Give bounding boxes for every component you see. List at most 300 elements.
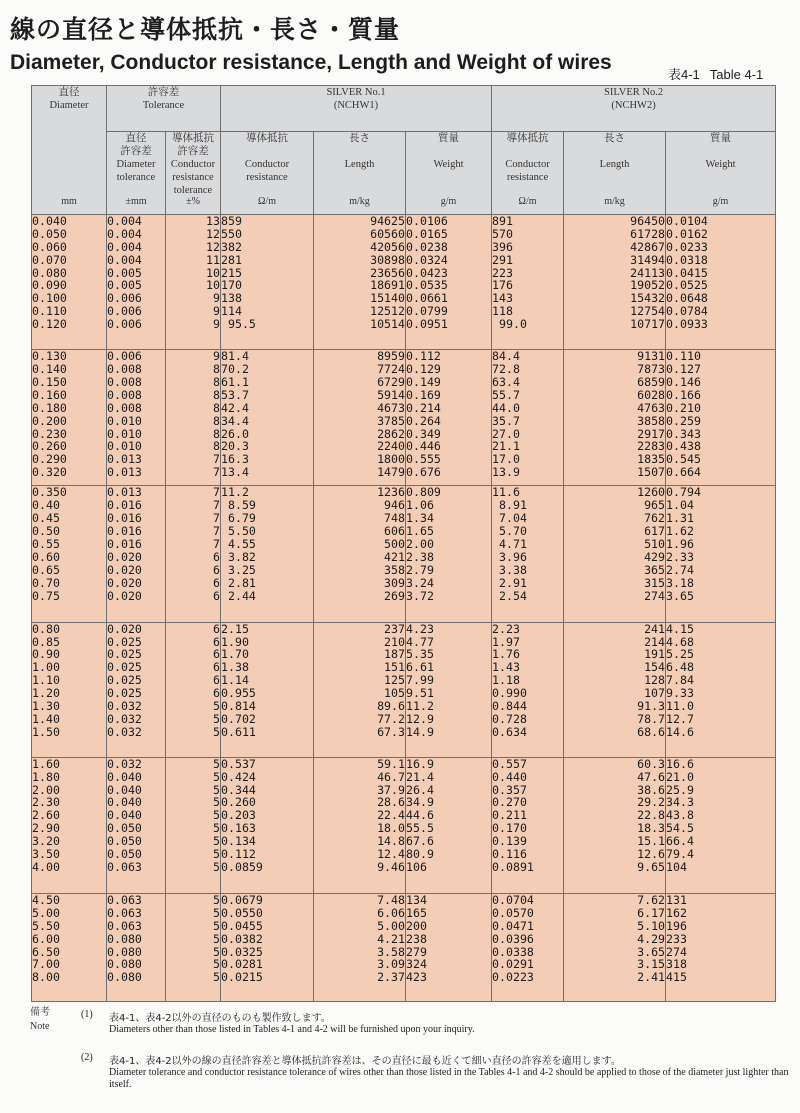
cell-value: 859 (221, 214, 242, 228)
cell-value: 10514 (370, 317, 405, 332)
cell-value: 12512 (370, 304, 405, 319)
cell-value: 0.050 (107, 847, 142, 862)
cell-value: 9131 (637, 349, 666, 364)
header-s2-wt-en: Weight (705, 159, 736, 170)
cell-value: 16.3 (221, 452, 249, 467)
header-cond-tol-en2: resistance (172, 172, 214, 183)
cell-value: 187 (384, 647, 405, 662)
cell-value: 550 (221, 226, 242, 241)
header-s1-res-en2: resistance (246, 172, 288, 183)
cell-s1-weight (406, 757, 492, 893)
cell-value: 17.0 (492, 452, 520, 467)
cell-value: 14.6 (666, 724, 694, 739)
cell-value: 238 (406, 931, 427, 946)
cell-value: 0.005 (107, 278, 142, 293)
cell-value: 0.020 (107, 575, 142, 590)
cell-value: 7873 (637, 362, 666, 377)
cell-value: 5 (213, 859, 220, 874)
cell-value: 0.080 (107, 970, 142, 985)
cell-value: 44.6 (406, 808, 434, 823)
cell-value: 0.320 (32, 465, 67, 480)
cell-value: 60.3 (637, 756, 666, 771)
cell-value: 0.020 (107, 621, 142, 636)
cell-value: 6 (213, 575, 220, 590)
cell-s2-length (564, 486, 666, 622)
cell-value: 5.70 (492, 524, 527, 539)
cell-value: 0.008 (107, 362, 142, 377)
cell-value: 15432 (630, 291, 666, 306)
cell-value: 6.00 (32, 931, 60, 946)
cell-diameter (32, 894, 107, 1002)
cell-value: 0.70 (32, 575, 60, 590)
cell-value: 241 (644, 621, 666, 636)
cell-value: 4.68 (666, 634, 694, 649)
cell-value: 0.990 (492, 686, 527, 701)
cell-value: 0.032 (107, 698, 142, 713)
cell-value: 7 (213, 498, 220, 513)
cell-value: 9 (213, 317, 220, 332)
cell-value: 0.0423 (406, 265, 448, 280)
cell-value: 0.040 (107, 782, 142, 797)
cell-value: 6729 (377, 374, 405, 389)
cell-s2-resistance (492, 215, 564, 350)
page-title-en: Diameter, Conductor resistance, Length and Weight of wires (10, 51, 612, 74)
cell-value: 29.2 (637, 795, 666, 810)
cell-s2-resistance (492, 757, 564, 893)
cell-value: 0.129 (406, 362, 441, 377)
cell-value: 14.8 (377, 834, 405, 849)
cell-value: 0.170 (492, 821, 527, 836)
cell-value: 1.62 (666, 524, 694, 539)
cell-value: 0.45 (32, 511, 60, 526)
notes-heading-en: Note (30, 1021, 50, 1032)
cell-value: 0.020 (107, 562, 142, 577)
cell-value: 570 (492, 226, 513, 241)
cell-s1-length (314, 622, 406, 757)
wire-data-table (31, 85, 776, 1002)
cell-value: 0.016 (107, 511, 142, 526)
cell-value: 0.0415 (666, 265, 708, 280)
cell-s1-weight (406, 894, 492, 1002)
cell-value: 617 (644, 524, 666, 539)
cell-value: 7.04 (492, 511, 527, 526)
cell-value: 3.18 (666, 575, 694, 590)
cell-value: 0.025 (107, 634, 142, 649)
cell-s1-length (314, 350, 406, 486)
cell-value: 8 (213, 400, 220, 415)
header-tolerance (107, 86, 221, 132)
cell-value: 5914 (377, 387, 405, 402)
cell-value: 59.1 (377, 756, 405, 771)
cell-value: 200 (406, 918, 427, 933)
header-diameter-en: Diameter (49, 100, 89, 111)
cell-value: 0.65 (32, 562, 60, 577)
note-number: (2) (81, 1052, 93, 1063)
cell-value: 1.38 (221, 660, 249, 675)
cell-value: 81.4 (221, 349, 249, 364)
cell-value: 0.203 (221, 808, 256, 823)
cell-value: 9.65 (637, 859, 666, 874)
cell-value: 0.0382 (221, 931, 263, 946)
cell-value: 0.166 (666, 387, 701, 402)
cell-value: 5 (213, 970, 220, 985)
header-s1-wt-unit: g/m (440, 196, 457, 207)
cell-value: 2.54 (492, 588, 527, 603)
header-conductor-tolerance (166, 132, 221, 215)
cell-value: 6028 (637, 387, 666, 402)
cell-value: 2.37 (377, 970, 405, 985)
cell-value: 0.0891 (492, 859, 534, 874)
cell-value: 0.0223 (492, 970, 534, 985)
cell-value: 2.60 (32, 808, 60, 823)
cell-value: 44.0 (492, 400, 520, 415)
header-s1-res-jp: 導体抵抗 (246, 132, 288, 144)
cell-value: 66.4 (666, 834, 694, 849)
cell-value: 8.91 (492, 498, 527, 513)
cell-value: 0.0106 (406, 214, 448, 228)
cell-value: 107 (644, 686, 666, 701)
header-s2-len-jp: 長さ (604, 132, 626, 144)
cell-value: 5.10 (637, 918, 666, 933)
cell-value: 94625 (370, 214, 405, 228)
cell-value: 2240 (377, 439, 405, 454)
cell-value: 4.23 (406, 621, 434, 636)
cell-value: 0.75 (32, 588, 60, 603)
cell-value: 55.5 (406, 821, 434, 836)
cell-value: 0.008 (107, 387, 142, 402)
cell-value: 0.040 (107, 795, 142, 810)
cell-value: 26.0 (221, 426, 249, 441)
cell-value: 4.29 (637, 931, 666, 946)
cell-value: 279 (406, 944, 427, 959)
header-diam-tol-jp1: 直径 (125, 132, 147, 144)
cell-value: 0.545 (666, 452, 701, 467)
cell-value: 0.349 (406, 426, 441, 441)
cell-value: 0.0535 (406, 278, 448, 293)
header-diameter (32, 86, 107, 215)
cell-value: 0.634 (492, 724, 527, 739)
header-s1-len-jp: 長さ (349, 132, 370, 144)
cell-value: 3785 (377, 413, 405, 428)
cell-value: 7.99 (406, 673, 434, 688)
cell-value: 0.0951 (406, 317, 448, 332)
cell-value: 4673 (377, 400, 405, 415)
cell-value: 55.7 (492, 387, 520, 402)
cell-value: 1.06 (406, 498, 434, 513)
cell-value: 214 (644, 634, 666, 649)
cell-value: 1.80 (32, 769, 60, 784)
cell-value: 0.0661 (406, 291, 448, 306)
cell-value: 0.006 (107, 304, 142, 319)
cell-value: 196 (666, 918, 687, 933)
cell-value: 28.6 (377, 795, 405, 810)
cell-s1-length (314, 215, 406, 350)
cell-value: 3.82 (221, 549, 256, 564)
cell-value: 1.30 (32, 698, 60, 713)
header-s2-wt-jp: 質量 (710, 132, 732, 144)
cell-value: 61.1 (221, 374, 249, 389)
cell-value: 78.7 (637, 711, 666, 726)
cell-value: 12.4 (377, 847, 405, 862)
cell-value: 0.270 (492, 795, 527, 810)
cell-value: 0.0455 (221, 918, 263, 933)
cell-value: 72.8 (492, 362, 520, 377)
cell-value: 0.050 (32, 226, 67, 241)
cell-value: 0.016 (107, 536, 142, 551)
cell-value: 18691 (370, 278, 405, 293)
cell-value: 15.1 (637, 834, 666, 849)
cell-value: 3.20 (32, 834, 60, 849)
note-text-en: Diameter tolerance and conductor resistance tolerance of wires other than those listed in the Tables 4-1 and 4-2 should be applied to those of the diameter just lighter than itself. (109, 1067, 789, 1090)
cell-value: 1.14 (221, 673, 249, 688)
cell-value: 0.438 (666, 439, 701, 454)
cell-value: 0.063 (107, 893, 142, 907)
cell-value: 0.120 (32, 317, 67, 332)
cell-value: 0.0318 (666, 252, 708, 267)
header-s1-res-unit: Ω/m (258, 196, 276, 207)
header-s1-len-unit: m/kg (349, 196, 370, 207)
cell-value: 748 (384, 511, 405, 526)
cell-value: 89.6 (377, 698, 405, 713)
cell-value: 269 (384, 588, 405, 603)
cell-value: 5 (213, 834, 220, 849)
cell-value: 891 (492, 214, 513, 228)
cell-s2-weight (666, 350, 776, 486)
cell-value: 0.343 (666, 426, 701, 441)
cell-value: 3858 (637, 413, 666, 428)
cell-value: 5 (213, 769, 220, 784)
cell-value: 67.3 (377, 724, 405, 739)
cell-value: 0.040 (107, 808, 142, 823)
cell-value: 1236 (377, 485, 405, 500)
cell-value: 0.0471 (492, 918, 534, 933)
cell-value: 68.6 (637, 724, 666, 739)
cell-value: 0.0570 (492, 905, 534, 920)
cell-value: 233 (666, 931, 687, 946)
cell-value: 3.24 (406, 575, 434, 590)
cell-resistance-tolerance (166, 486, 221, 622)
cell-value: 106 (406, 859, 427, 874)
cell-value: 0.0233 (666, 239, 708, 254)
cell-value: 8 (213, 413, 220, 428)
cell-value: 6.61 (406, 660, 434, 675)
cell-value: 8 (213, 387, 220, 402)
cell-value: 315 (644, 575, 666, 590)
cell-value: 0.010 (107, 439, 142, 454)
table-block (32, 350, 776, 486)
header-s1-weight (406, 132, 492, 215)
cell-diameter (32, 350, 107, 486)
cell-value: 176 (492, 278, 513, 293)
cell-value: 104 (666, 859, 687, 874)
cell-value: 0.0704 (492, 893, 534, 907)
cell-value: 0.100 (32, 291, 67, 306)
table-body (32, 215, 776, 1002)
cell-value: 7.84 (666, 673, 694, 688)
header-silver2-name: SILVER No.2 (603, 87, 664, 98)
cell-value: 0.013 (107, 452, 142, 467)
cell-value: 0.344 (221, 782, 256, 797)
note-text-jp: 表4-1、表4-2以外の直径のものも製作致します。 (109, 1013, 331, 1024)
cell-value: 0.163 (221, 821, 256, 836)
cell-value: 4.15 (666, 621, 694, 636)
cell-diameter (32, 486, 107, 622)
header-tolerance-jp: 許容差 (147, 86, 180, 98)
cell-resistance-tolerance (166, 757, 221, 893)
cell-value: 4.77 (406, 634, 434, 649)
cell-value: 5 (213, 957, 220, 972)
cell-value: 0.150 (32, 374, 67, 389)
cell-value: 154 (644, 660, 666, 675)
cell-value: 210 (384, 634, 405, 649)
cell-value: 0.169 (406, 387, 441, 402)
cell-value: 0.080 (107, 957, 142, 972)
header-s1-resistance (221, 132, 314, 215)
cell-value: 291 (492, 252, 513, 267)
cell-value: 0.0859 (221, 859, 263, 874)
cell-value: 309 (384, 575, 405, 590)
cell-s2-weight (666, 757, 776, 893)
cell-resistance-tolerance (166, 350, 221, 486)
cell-value: 0.060 (32, 239, 67, 254)
header-cond-tol-jp2: 許容差 (177, 145, 209, 157)
cell-value: 9 (213, 349, 220, 364)
cell-value: 77.2 (377, 711, 405, 726)
cell-s1-weight (406, 215, 492, 350)
cell-value: 0.0238 (406, 239, 448, 254)
cell-value: 5 (213, 724, 220, 739)
cell-value: 67.6 (406, 834, 434, 849)
note-number: (1) (81, 1009, 93, 1020)
cell-value: 0.446 (406, 439, 441, 454)
cell-value: 0.0165 (406, 226, 448, 241)
cell-value: 1.00 (32, 660, 60, 675)
header-s2-len-unit: m/kg (604, 196, 625, 207)
cell-value: 0.112 (406, 349, 441, 364)
cell-s1-weight (406, 486, 492, 622)
cell-value: 4.71 (492, 536, 527, 551)
cell-s1-resistance (221, 486, 314, 622)
header-s1-wt-en: Weight (433, 159, 464, 170)
header-diam-tol-en1: Diameter (116, 159, 156, 170)
cell-value: 0.0799 (406, 304, 448, 319)
table-number-jp: 表4-1 (668, 67, 700, 82)
cell-value: 13 (206, 214, 220, 228)
cell-value: 3.65 (637, 944, 666, 959)
cell-s2-weight (666, 486, 776, 622)
cell-value: 63.4 (492, 374, 520, 389)
cell-s1-weight (406, 350, 492, 486)
cell-value: 421 (384, 549, 405, 564)
cell-value: 1.18 (492, 673, 520, 688)
cell-value: 0.004 (107, 226, 142, 241)
cell-value: 1835 (637, 452, 666, 467)
cell-value: 215 (221, 265, 242, 280)
cell-value: 0.357 (492, 782, 527, 797)
cell-value: 8.00 (32, 970, 60, 985)
cell-value: 0.025 (107, 660, 142, 675)
cell-value: 11 (206, 252, 220, 267)
cell-value: 42.4 (221, 400, 249, 415)
cell-value: 1260 (637, 485, 666, 500)
cell-value: 22.8 (637, 808, 666, 823)
cell-s1-resistance (221, 757, 314, 893)
cell-diameter-tolerance (107, 486, 166, 622)
cell-value: 96450 (630, 214, 666, 228)
cell-value: 23656 (370, 265, 405, 280)
cell-value: 0.55 (32, 536, 60, 551)
cell-value: 2.41 (637, 970, 666, 985)
cell-s1-resistance (221, 215, 314, 350)
cell-value: 0.0162 (666, 226, 708, 241)
cell-value: 35.7 (492, 413, 520, 428)
header-diam-tol-jp2: 許容差 (120, 145, 152, 157)
cell-value: 5 (213, 782, 220, 797)
cell-value: 5.00 (32, 905, 60, 920)
cell-value: 4.21 (377, 931, 405, 946)
cell-value: 0.90 (32, 647, 60, 662)
cell-value: 0.004 (107, 252, 142, 267)
cell-value: 125 (384, 673, 405, 688)
cell-value: 0.0104 (666, 214, 708, 228)
table-block (32, 757, 776, 893)
cell-value: 0.063 (107, 918, 142, 933)
cell-value: 27.0 (492, 426, 520, 441)
cell-value: 8 (213, 426, 220, 441)
cell-value: 1.70 (221, 647, 249, 662)
cell-value: 20.3 (221, 439, 249, 454)
cell-value: 6 (213, 621, 220, 636)
cell-value: 0.032 (107, 724, 142, 739)
cell-value: 1.97 (492, 634, 520, 649)
cell-value: 3.25 (221, 562, 256, 577)
header-s2-res-en1: Conductor (505, 159, 550, 170)
cell-value: 0.040 (32, 214, 67, 228)
cell-value: 0.264 (406, 413, 441, 428)
cell-value: 11.2 (406, 698, 434, 713)
cell-value: 2.00 (406, 536, 434, 551)
cell-value: 965 (644, 498, 666, 513)
cell-value: 1.96 (666, 536, 694, 551)
cell-value: 0.557 (492, 756, 527, 771)
header-s1-wt-jp: 質量 (438, 132, 460, 144)
cell-value: 1.31 (666, 511, 694, 526)
cell-value: 7 (213, 511, 220, 526)
cell-value: 2.74 (666, 562, 694, 577)
cell-value: 1.65 (406, 524, 434, 539)
cell-value: 118 (492, 304, 513, 319)
cell-value: 54.5 (666, 821, 694, 836)
cell-value: 6.17 (637, 905, 666, 920)
cell-value: 12.7 (666, 711, 694, 726)
cell-value: 0.008 (107, 400, 142, 415)
header-cond-tol-en1: Conductor (170, 159, 216, 170)
cell-s2-length (564, 757, 666, 893)
cell-value: 0.955 (221, 686, 256, 701)
cell-value: 0.004 (107, 214, 142, 228)
cell-value: 0.020 (107, 588, 142, 603)
cell-value: 15140 (370, 291, 405, 306)
cell-value: 3.09 (377, 957, 405, 972)
cell-value: 0.814 (221, 698, 256, 713)
cell-value: 2.79 (406, 562, 434, 577)
cell-value: 0.140 (32, 362, 67, 377)
cell-value: 0.0679 (221, 893, 263, 907)
header-diam-tol-unit: ±mm (125, 196, 147, 207)
cell-value: 42056 (370, 239, 405, 254)
cell-value: 5 (213, 905, 220, 920)
cell-value: 0.794 (666, 485, 701, 500)
